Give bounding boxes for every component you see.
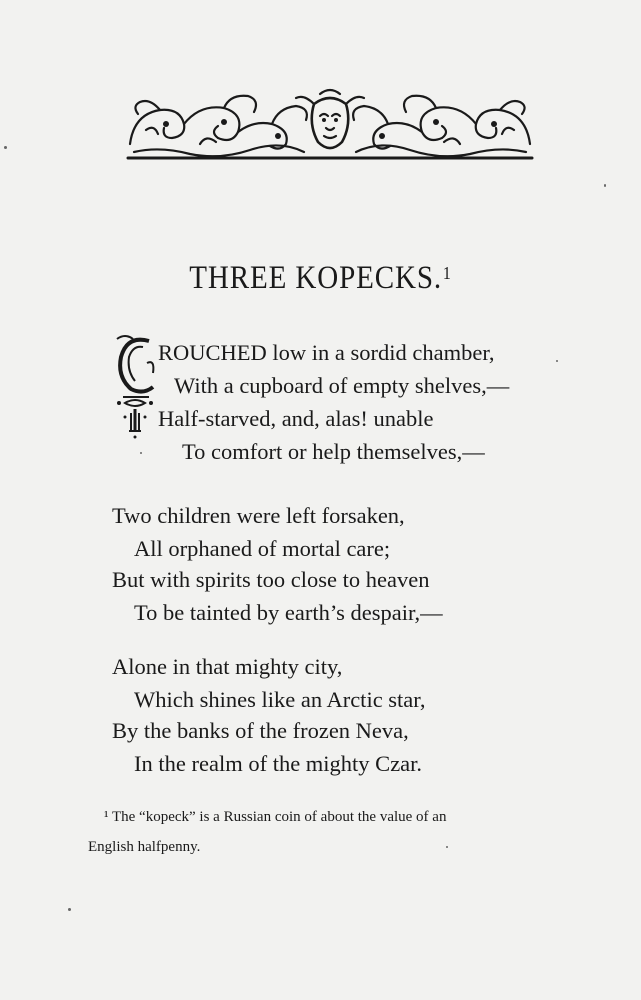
footnote-line-1: ¹ The “kopeck” is a Russian coin of about the value of an (104, 809, 447, 825)
stanza-2-line-3: But with spirits too close to heaven (112, 567, 430, 592)
paper-speck (140, 452, 142, 454)
stanza-1-line-4: To comfort or help themselves,— (182, 439, 485, 464)
poem-title (38, 262, 602, 295)
stanza-1-line-2: With a cupboard of empty shelves,— (174, 373, 510, 398)
stanza-2-line-4: To be tainted by earth’s despair,— (134, 600, 443, 625)
paper-speck (68, 908, 71, 911)
footnote-marker: 1 (442, 263, 452, 283)
stanza-3-line-4: In the realm of the mighty Czar. (134, 751, 423, 776)
stanza-3-line-2: Which shines like an Arctic star, (134, 687, 426, 712)
poem-title-text: THREE KOPECKS. (189, 260, 443, 296)
stanza-1-line-1: ROUCHED low in a sordid chamber, (158, 340, 495, 365)
footnote-line-2: English halfpenny. (88, 839, 201, 855)
paper-speck (446, 846, 448, 848)
stanza-3-line-1: Alone in that mighty city, (112, 654, 343, 679)
stanza-2-line-1: Two children were left forsaken, (112, 503, 405, 528)
paper-speck (604, 184, 606, 187)
stanza-2-line-2: All orphaned of mortal care; (134, 536, 391, 561)
ornamental-initial-icon (113, 333, 159, 443)
paper-speck (4, 146, 7, 149)
floral-headpiece-icon (120, 84, 540, 168)
paper-speck (556, 360, 558, 362)
stanza-1-line-3: Half-starved, and, alas! unable (158, 406, 434, 431)
stanza-3-line-3: By the banks of the frozen Neva, (112, 718, 409, 743)
